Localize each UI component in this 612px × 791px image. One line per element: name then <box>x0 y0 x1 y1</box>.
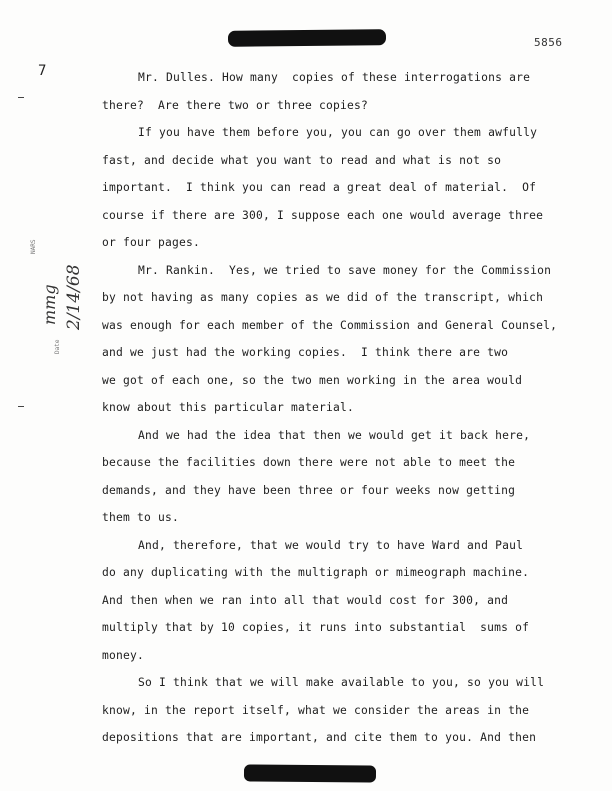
transcript-line: And, therefore, that we would try to have Ward and Paul <box>138 538 524 552</box>
transcript-line: and we just had the working copies. I think there are two <box>102 346 509 359</box>
transcript-line: by not having as many copies as we did of the transcript, which <box>102 291 544 304</box>
transcript-line: them to us. <box>102 511 180 524</box>
margin-tick <box>18 97 24 98</box>
transcript-line: important. I think you can read a great deal of material. Of <box>102 181 537 194</box>
declassification-stamp-lower: Date <box>54 339 61 354</box>
margin-tick <box>18 406 24 407</box>
transcript-line: Mr. Rankin. Yes, we tried to save money for the Commission <box>138 263 552 277</box>
transcript-line: multiply that by 10 copies, it runs into substantial sums of <box>102 621 530 634</box>
transcript-line: money. <box>102 648 145 662</box>
transcript-line: or four pages. <box>102 236 201 249</box>
transcript-line: So I think that we will make available to you, so you will <box>138 676 545 689</box>
transcript-line: we got of each one, so the two men working in the area would <box>102 373 523 387</box>
transcript-line: because the facilities down there were not able to meet the <box>102 456 516 469</box>
transcript-line: And then when we ran into all that would cost for 300, and <box>102 593 509 607</box>
page-number: 5856 <box>534 36 563 49</box>
transcript-line: demands, and they have been three or four weeks now getting <box>102 483 516 497</box>
transcript-body <box>102 64 562 752</box>
redaction-bar-bottom <box>244 764 376 782</box>
declassification-stamp-upper: NARS <box>30 239 37 254</box>
transcript-line: Mr. Dulles. How many copies of these interrogations are <box>138 71 531 84</box>
handwritten-initials: mmg <box>40 284 59 325</box>
transcript-line: was enough for each member of the Commission and General Counsel, <box>102 318 558 332</box>
transcript-line: depositions that are important, and cite them to you. And then <box>102 731 537 744</box>
line-number: 7 <box>38 63 47 79</box>
redaction-bar-top <box>228 29 386 47</box>
transcript-line: If you have them before you, you can go over them awfully <box>138 126 538 139</box>
transcript-line: do any duplicating with the multigraph or mimeograph machine. <box>102 566 530 579</box>
transcript-line: there? Are there two or three copies? <box>102 98 369 112</box>
handwritten-date: 2/14/68 <box>64 264 84 330</box>
transcript-line: fast, and decide what you want to read and what is not so <box>102 153 502 167</box>
transcript-line: know about this particular material. <box>102 401 355 414</box>
transcript-line: know, in the report itself, what we consider the areas in the <box>102 703 530 717</box>
transcript-line: course if there are 300, I suppose each one would average three <box>102 208 544 222</box>
transcript-line: And we had the idea that then we would get it back here, <box>138 428 531 442</box>
